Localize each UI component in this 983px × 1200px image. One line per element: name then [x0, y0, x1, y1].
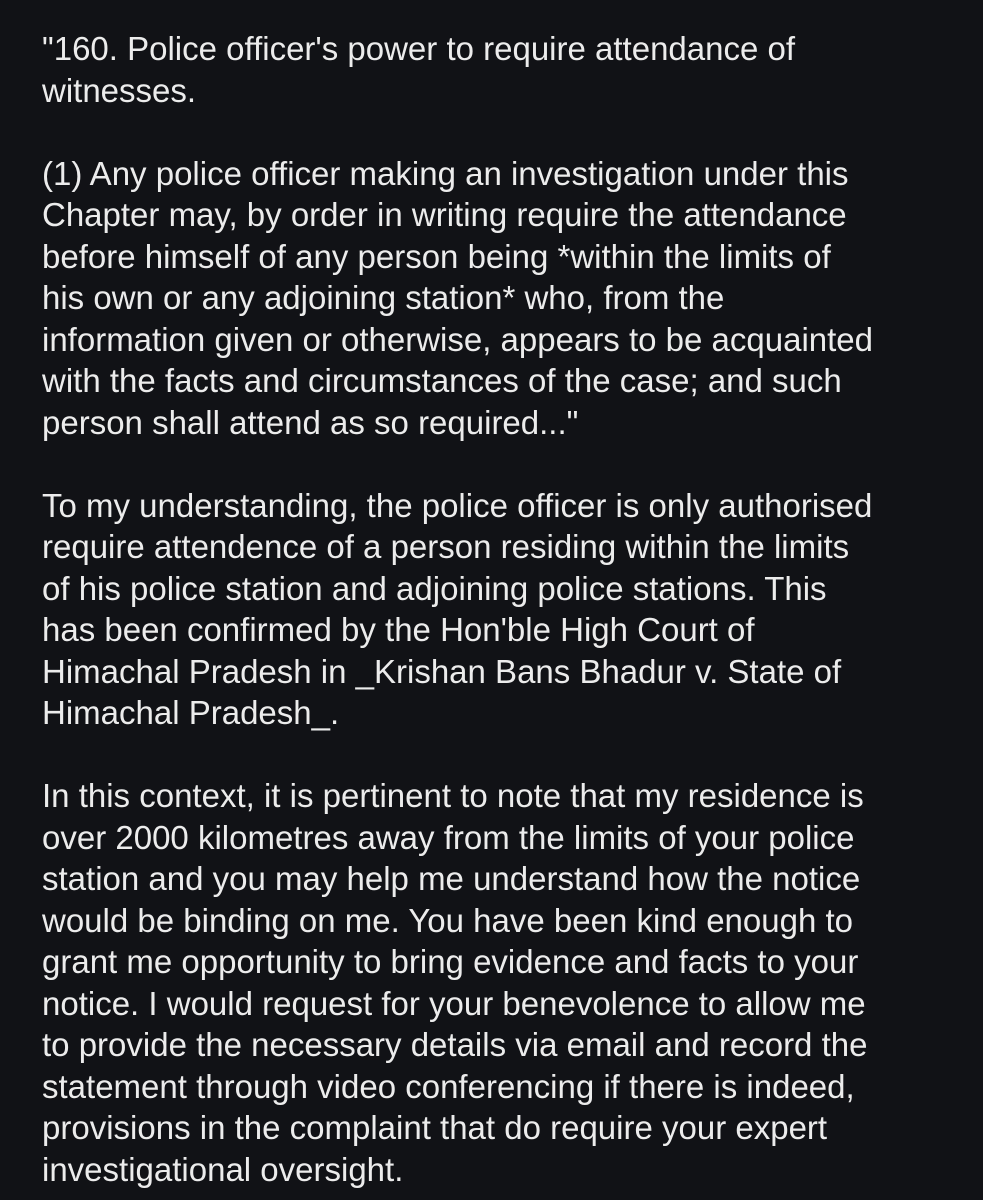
text-line: grant me opportunity to bring evidence and facts to your	[42, 943, 859, 980]
text-line: over 2000 kilometres away from the limits of your police	[42, 818, 855, 856]
text-line: "160. Police officer's power to require attendance of	[42, 30, 796, 67]
paragraph-context-request	[42, 775, 943, 1190]
paragraph-section-160-subsection-1	[42, 153, 943, 444]
text-line: his own or any adjoining station* who, from the	[42, 279, 725, 316]
text-line: has been confirmed by the Hon'ble High Court of	[42, 611, 755, 648]
text-line: Chapter may, by order in writing require the attendance	[42, 196, 847, 233]
text-line: information given or otherwise, appears to be acquainted	[42, 320, 874, 358]
text-line: with the facts and circumstances of the case; and such	[42, 362, 842, 399]
text-line: notice. I would request for your benevolence to allow me	[42, 984, 866, 1022]
text-line: of his police station and adjoining police stations. This	[42, 569, 827, 607]
text-line: (1) Any police officer making an investigation under this	[42, 154, 849, 192]
text-line: statement through video conferencing if there is indeed,	[42, 1067, 855, 1105]
text-line: To my understanding, the police officer is only authorised	[42, 486, 873, 524]
paragraph-understanding	[42, 485, 943, 734]
text-line: to provide the necessary details via email and record the	[42, 1026, 868, 1063]
text-line: Himachal Pradesh in _Krishan Bans Bhadur v. State of	[42, 652, 842, 690]
text-line: require attendence of a person residing within the limits	[42, 528, 850, 565]
text-line: Himachal Pradesh_.	[42, 694, 340, 731]
text-line: In this context, it is pertinent to note that my residence is	[42, 777, 864, 814]
text-line: investigational oversight.	[42, 1150, 404, 1188]
text-line: would be binding on me. You have been kind enough to	[42, 901, 853, 939]
text-line: person shall attend as so required..."	[42, 403, 579, 441]
paragraph-section-160-heading	[42, 28, 943, 111]
text-line: provisions in the complaint that do require your expert	[42, 1109, 828, 1146]
text-line: station and you may help me understand how the notice	[42, 860, 861, 897]
text-line: before himself of any person being *within the limits of	[42, 237, 831, 275]
text-line: witnesses.	[42, 71, 197, 109]
